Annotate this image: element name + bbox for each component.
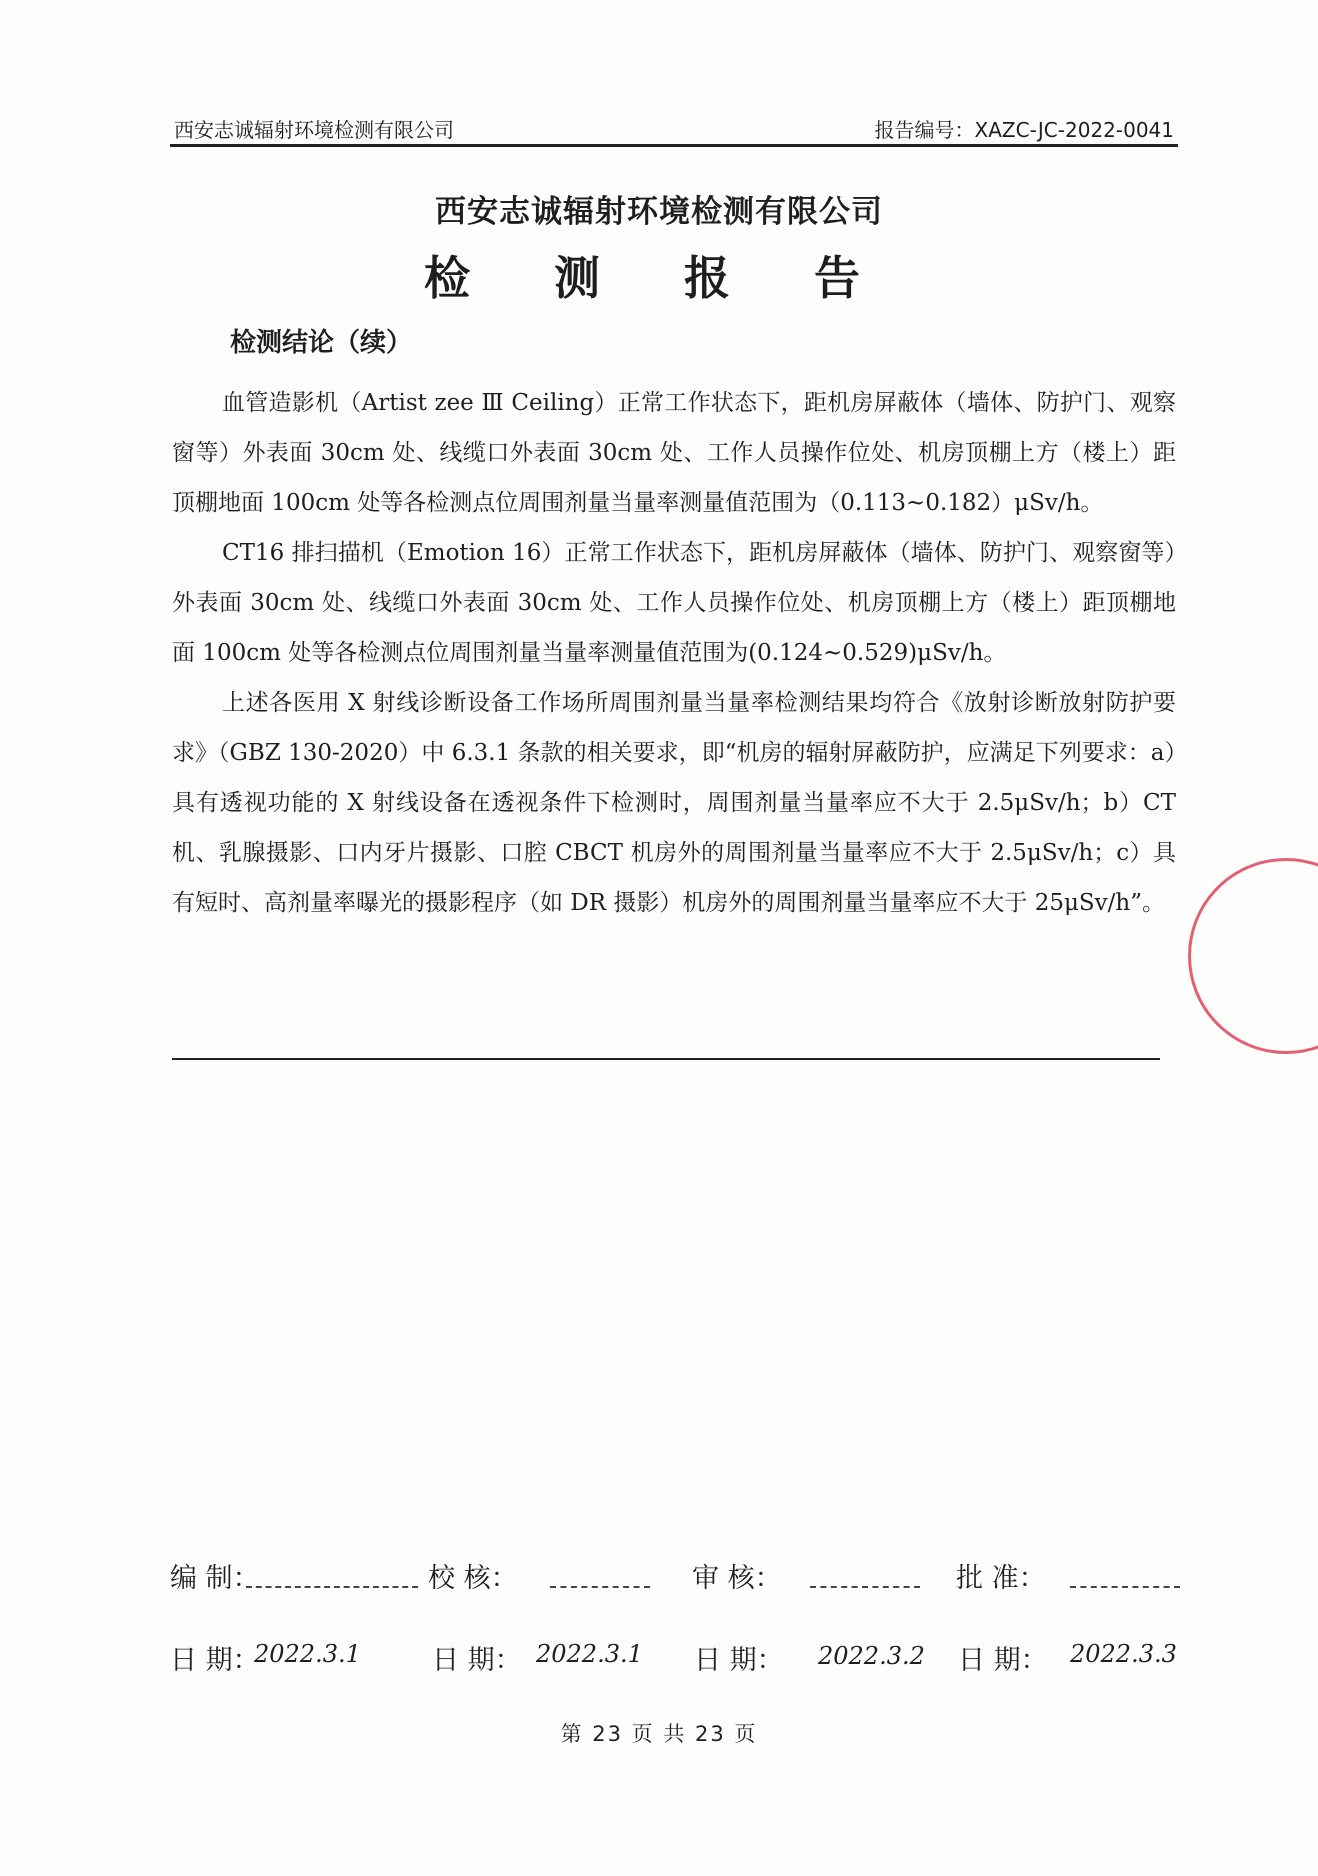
header-company: 西安志诚辐射环境检测有限公司: [174, 118, 454, 142]
reviewed-label: 审 核：: [692, 1563, 782, 1594]
compiled-date: 2022.3.1: [254, 1640, 361, 1668]
checked-label: 校 核：: [428, 1563, 518, 1594]
approved-label: 批 准：: [956, 1563, 1046, 1594]
page-footer: 第 23 页 共 23 页: [560, 1722, 758, 1746]
paragraph-ct: CT16 排扫描机（Emotion 16）正常工作状态下，距机房屏蔽体（墙体、防护门、观察窗等）外表面 30cm 处、线缆口外表面 30cm 处、工作人员操作位处、机房顶棚上方（楼上）距顶棚地面 100cm 处等各检测点位周围剂量当量率测量值范围为(0.124~0.529)μSv/h。: [172, 540, 1176, 666]
paragraph-compliance: 上述各医用 X 射线诊断设备工作场所周围剂量当量率检测结果均符合《放射诊断放射防护要求》（GBZ 130-2020）中 6.3.1 条款的相关要求，即“机房的辐射屏蔽防护，应满足下列要求：a）具有透视功能的 X 射线设备在透视条件下检测时，周围剂量当量率应不大于 2.5μSv/h；b）CT 机、乳腺摄影、口内牙片摄影、口腔 CBCT 机房外的周围剂量当量率应不大于 2.5μSv/h；c）具有短时、高剂量率曝光的摄影程序（如 DR 摄影）机房外的周围剂量当量率应不大于 25μSv/h”。: [172, 690, 1176, 916]
checked-date: 2022.3.1: [536, 1640, 643, 1668]
compiled-date-label: 日 期：: [170, 1645, 260, 1676]
reviewed-date: 2022.3.2: [818, 1642, 925, 1670]
company-seal: [1188, 858, 1318, 1054]
compiled-label: 编 制：: [170, 1563, 260, 1594]
approved-date-label: 日 期：: [958, 1645, 1048, 1676]
end-rule: [172, 1058, 1160, 1060]
report-title: 检 测 报 告: [423, 251, 895, 305]
page-header: [170, 112, 1178, 147]
company-title: 西安志诚辐射环境检测有限公司: [435, 194, 883, 230]
reviewed-date-label: 日 期：: [694, 1645, 784, 1676]
conclusion-body: [172, 378, 1176, 928]
compiled-line: [246, 1552, 418, 1588]
approved-date: 2022.3.3: [1070, 1640, 1177, 1668]
header-report-number: 报告编号：XAZC-JC-2022-0041: [874, 118, 1174, 142]
checked-line: [550, 1552, 650, 1588]
reviewed-line: [810, 1552, 920, 1588]
checked-date-label: 日 期：: [432, 1645, 522, 1676]
paragraph-angiography: 血管造影机（Artist zee Ⅲ Ceiling）正常工作状态下，距机房屏蔽体（墙体、防护门、观察窗等）外表面 30cm 处、线缆口外表面 30cm 处、工作人员操作位处、机房顶棚上方（楼上）距顶棚地面 100cm 处等各检测点位周围剂量当量率测量值范围为（0.113~0.182）μSv/h。: [172, 390, 1176, 516]
section-title: 检测结论（续）: [230, 328, 413, 358]
approved-line: [1070, 1552, 1180, 1588]
